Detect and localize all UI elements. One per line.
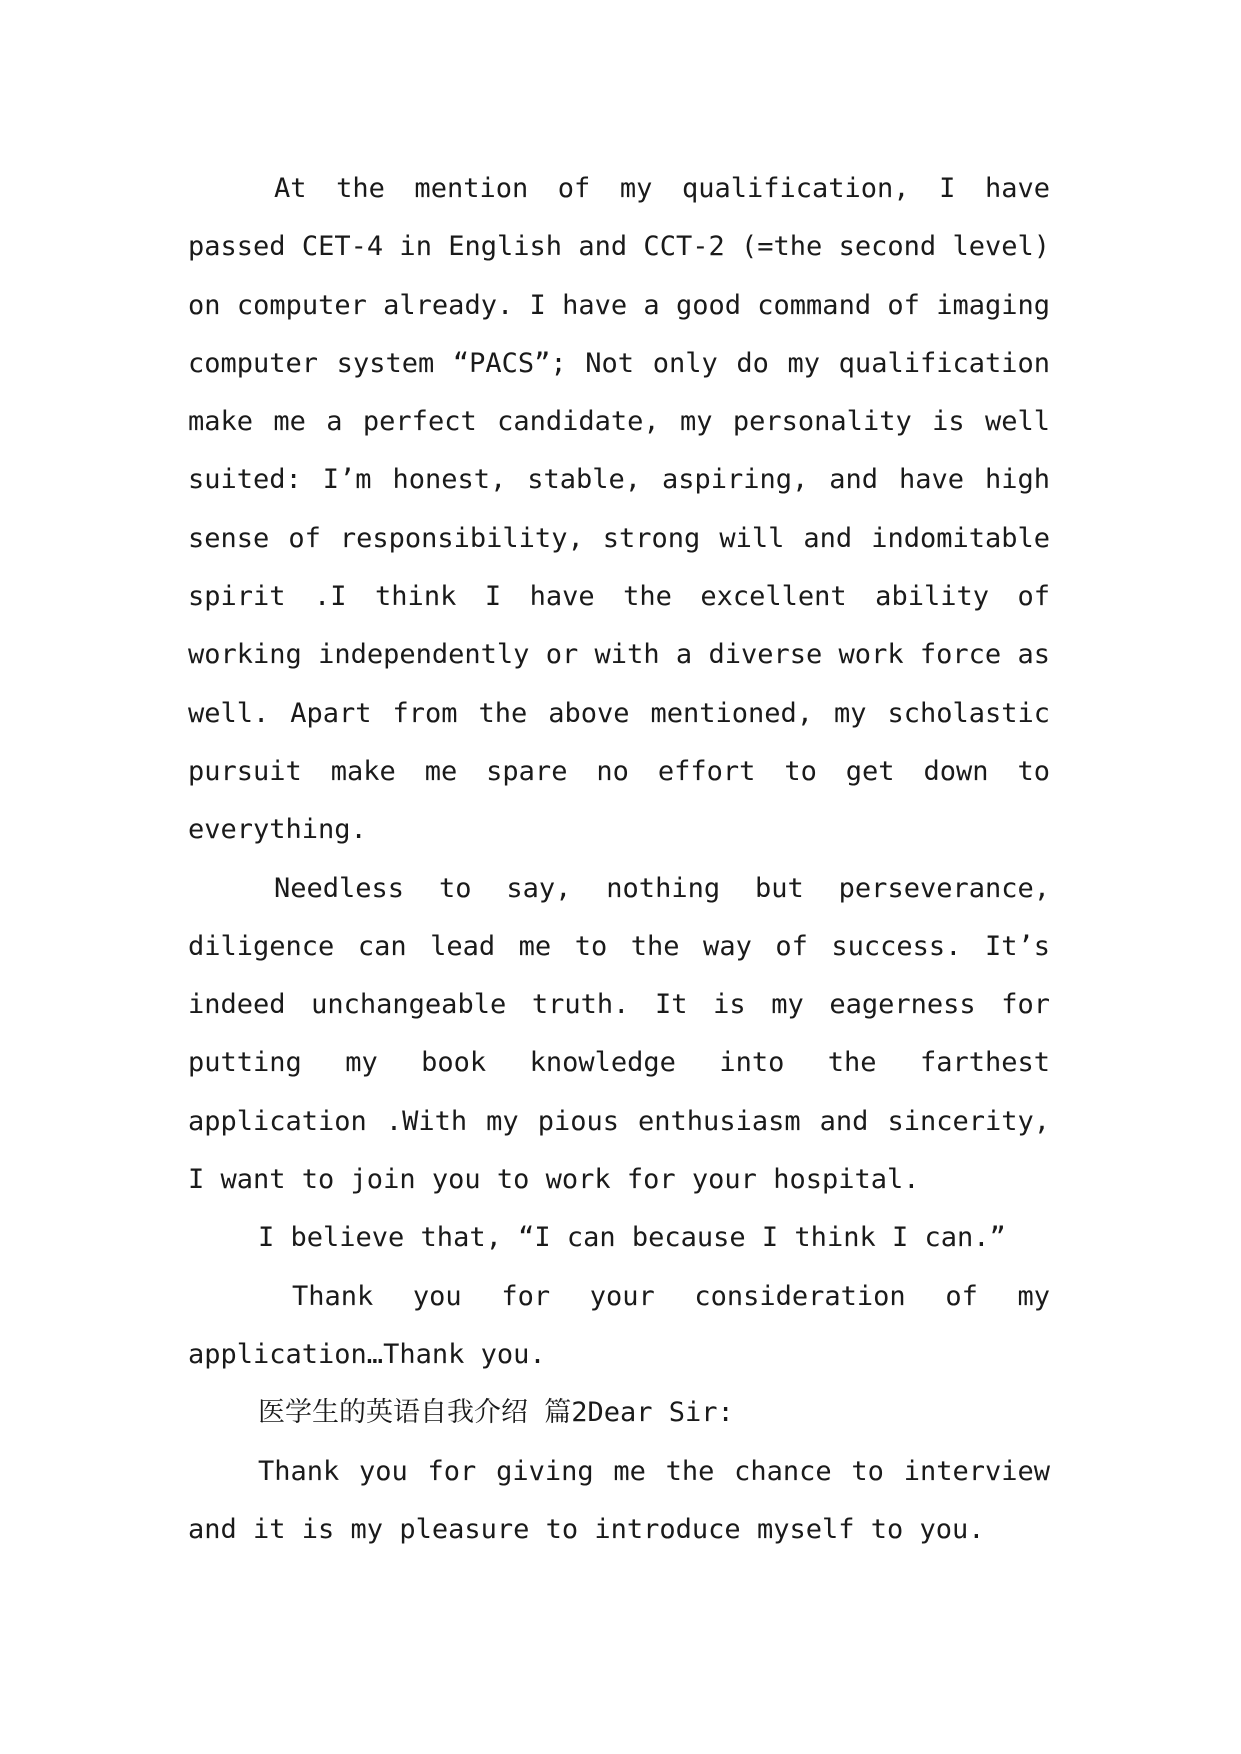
paragraph-qualification: At the mention of my qualification, I have passed CET-4 in English and CCT-2 (=the second level) on computer already. I have a good command of imaging computer system “PACS”; Not only do my qualification make me a perfect candidate, my personality is well suited: I’m honest, stable, aspiring, and have high sense of responsibility, strong will and indomitable spirit .I think I have the excellent ability of working independently or with a diverse work force as well. Apart from the above mentioned, my scholastic pursuit make me spare no effort to get down to everything. [188, 173, 1050, 846]
document-body [188, 160, 1050, 1559]
paragraph-thanks: Thank you for your consideration of my application…Thank you. [188, 1280, 1050, 1370]
paragraph-introduction: Thank you for giving me the chance to interview and it is my pleasure to introduce myself to you. [188, 1455, 1050, 1545]
section-heading-article-2: 医学生的英语自我介绍 篇2Dear Sir: [258, 1397, 734, 1429]
paragraph-belief-quote: I believe that, “I can because I think I can.” [258, 1222, 1006, 1254]
paragraph-perseverance: Needless to say, nothing but perseverance, diligence can lead me to the way of success. It’s indeed unchangeable truth. It is my eagerness for putting my book knowledge into the farthest application .With my pious enthusiasm and sincerity, I want to join you to work for your hospital. [188, 872, 1050, 1196]
